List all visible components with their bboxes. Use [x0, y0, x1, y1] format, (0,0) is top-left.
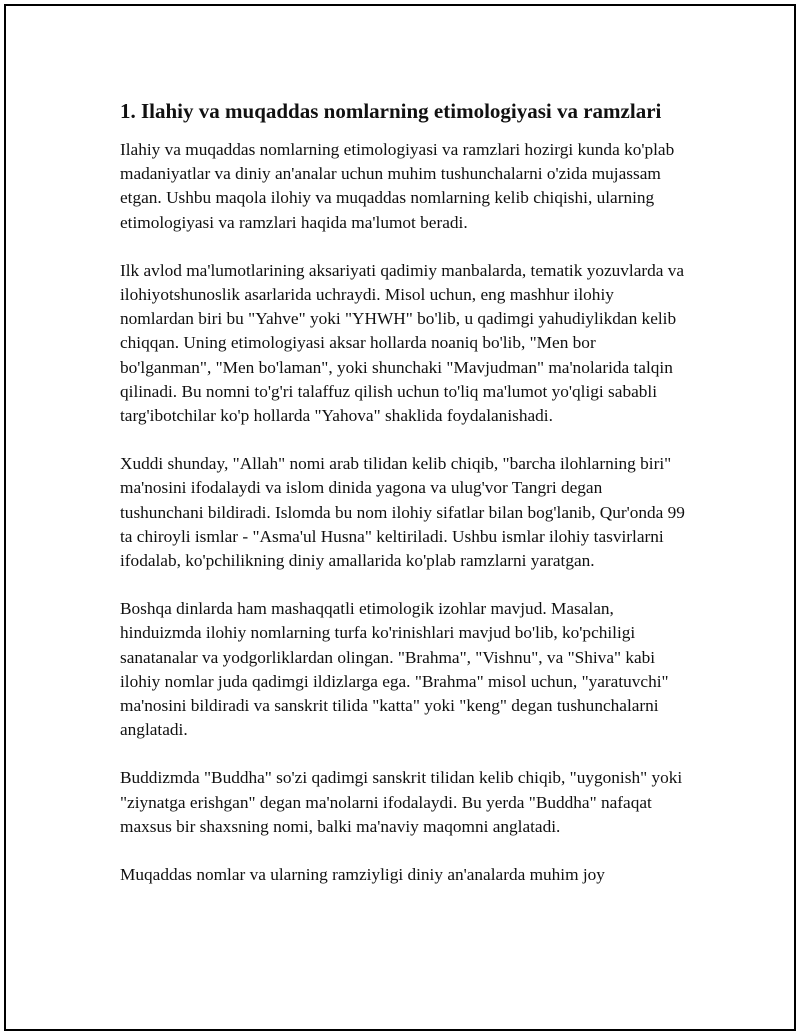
document-page — [4, 4, 796, 1031]
paragraph-hinduism: Boshqa dinlarda ham mashaqqatli etimologik izohlar mavjud. Masalan, hinduizmda ilohiy nomlarning turfa ko'rinishlari mavjud bo'lib, ko'pchiligi sanatanalar va yodgorliklardan olingan. "Brahma", "Vishnu", va "Shiva" kabi ilohiy nomlar juda qadimgi ildizlarga ega. "Brahma" misol uchun, "yaratuvchi" ma'nosini bildiradi va sanskrit tilida "katta" yoki "keng" degan tushunchalarni anglatadi. — [120, 599, 669, 740]
paragraph-conclusion: Muqaddas nomlar va ularning ramziyligi diniy an'analarda muhim joy — [120, 865, 605, 885]
section-title: 1. Ilahiy va muqaddas nomlarning etimologiyasi va ramzlari — [120, 99, 662, 123]
paragraph-intro: Ilahiy va muqaddas nomlarning etimologiyasi va ramzlari hozirgi kunda ko'plab madaniyatlar va diniy an'analar uchun muhim tushunchalarni o'zida mujassam etgan. Ushbu maqola ilohiy va muqaddas nomlarning kelib chiqishi, ularning etimologiyasi va ramzlari haqida ma'lumot beradi. — [120, 140, 675, 232]
paragraph-yahve: Ilk avlod ma'lumotlarining aksariyati qadimiy manbalarda, tematik yozuvlarda va ilohiyotshunoslik asarlarida uchraydi. Misol uchun, eng mashhur ilohiy nomlardan biri bu "Yahve" yoki "YHWH" bo'lib, u qadimgi yahudiylikdan kelib chiqqan. Uning etimologiyasi aksar hollarda noaniq bo'lib, "Men bor bo'lganman", "Men bo'laman", yoki shunchaki "Mavjudman" ma'nolarida talqin qilinadi. Bu nomni to'g'ri talaffuz qilish uchun to'liq ma'lumot yo'qligi sababli targ'ibotchilar ko'p hollarda "Yahova" shaklida foydalanishadi. — [120, 260, 685, 426]
document-body — [120, 98, 690, 911]
paragraph-allah: Xuddi shunday, "Allah" nomi arab tilidan kelib chiqib, "barcha ilohlarning biri" ma'nosini ifodalaydi va islom dinida yagona va ulug'vor Tangri degan tushunchani bildiradi. Islomda bu nom ilohiy sifatlar bilan bog'lanib, Qur'onda 99 ta chiroyli ismlar - "Asma'ul Husna" keltiriladi. Ushbu ismlar ilohiy tasvirlarni ifodalab, ko'pchilikning diniy amallarida ko'plab ramzlarni yaratgan. — [120, 454, 685, 571]
paragraph-buddhism: Buddizmda "Buddha" so'zi qadimgi sanskrit tilidan kelib chiqib, "uygonish" yoki "ziynatga erishgan" degan ma'nolarni ifodalaydi. Bu yerda "Buddha" nafaqat maxsus bir shaxsning nomi, balki ma'naviy maqomni anglatadi. — [120, 768, 683, 836]
